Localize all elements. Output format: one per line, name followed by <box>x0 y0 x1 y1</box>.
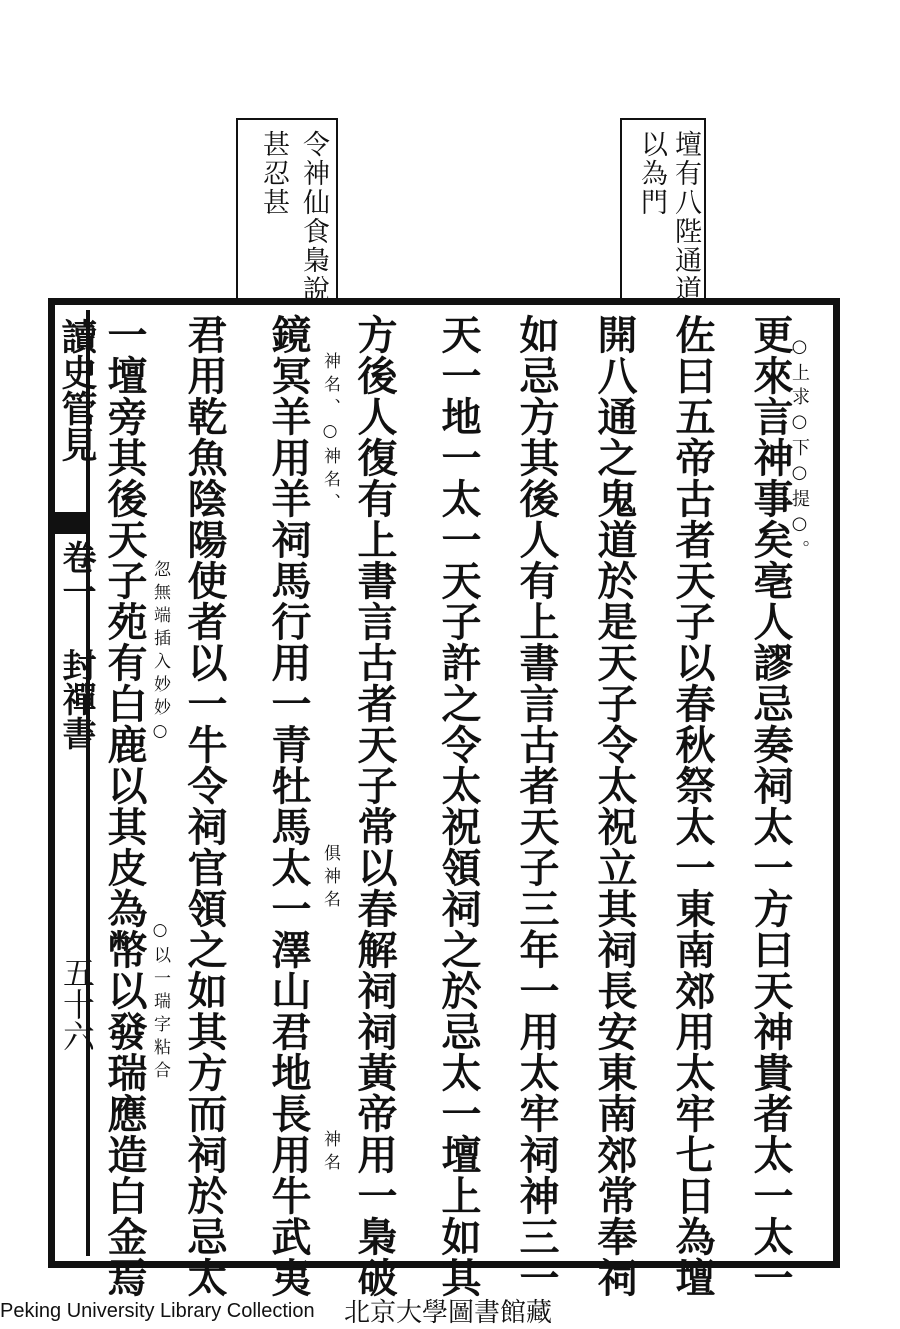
annotation-line: 壇有八陛通道 <box>670 130 701 304</box>
text-column: 如忌方其後人有上書言古者天子三年一用太牢祠神三一 <box>513 314 560 1298</box>
interlinear-gloss: 神名、○神名、 <box>320 352 340 516</box>
text-column: 一壇旁其後天子苑有白鹿以其皮為幣以發瑞應造白金焉 <box>101 314 148 1298</box>
text-column: 更來言神事矣亳人謬忌奏祠太一方曰天神貴者太一太一 <box>747 314 794 1298</box>
interlinear-gloss: 神名 <box>320 1130 340 1176</box>
annotation-box-right <box>620 118 706 302</box>
interlinear-gloss: 俱神名 <box>320 844 340 913</box>
annotation-box-left <box>236 118 338 302</box>
annotation-line: 甚忍甚 <box>258 130 289 217</box>
text-column: 君用乾魚陰陽使者以一牛令祠官領之如其方而祠於忌太 <box>181 314 228 1298</box>
text-column-marks: ○上求○下○提○。 <box>789 336 810 564</box>
interlinear-gloss: 忽無端插入妙妙○ <box>150 560 170 747</box>
annotation-line: 以為門 <box>636 130 667 217</box>
collection-credit-chinese: 北京大學圖書館藏 <box>344 1298 553 1328</box>
annotation-line: 令神仙食梟說 <box>298 130 329 304</box>
text-column: 開八通之鬼道於是天子令太祝立其祠長安東南郊常奉祠 <box>591 314 638 1298</box>
text-column: 天一地一太一天子許之令太祝領祠之於忌太一壇上如其 <box>435 314 482 1298</box>
interlinear-gloss: ○以一瑞字粘合 <box>150 920 170 1084</box>
fishtail-mark <box>50 512 86 534</box>
collection-credit-english: Peking University Library Collection <box>0 1300 315 1322</box>
book-title: 讀史管見 <box>56 318 98 462</box>
text-column: 方後人復有上書言古者天子常以春解祠祠黃帝用一梟破 <box>351 314 398 1298</box>
page-number: 五十六 <box>58 956 96 1052</box>
chapter-title: 卷一 封禪書 <box>56 540 96 750</box>
text-column: 鏡冥羊用羊祠馬行用一青牡馬太一澤山君地長用牛武夷 <box>265 314 312 1298</box>
text-column: 佐曰五帝古者天子以春秋祭太一東南郊用太牢七日為壇 <box>669 314 716 1298</box>
